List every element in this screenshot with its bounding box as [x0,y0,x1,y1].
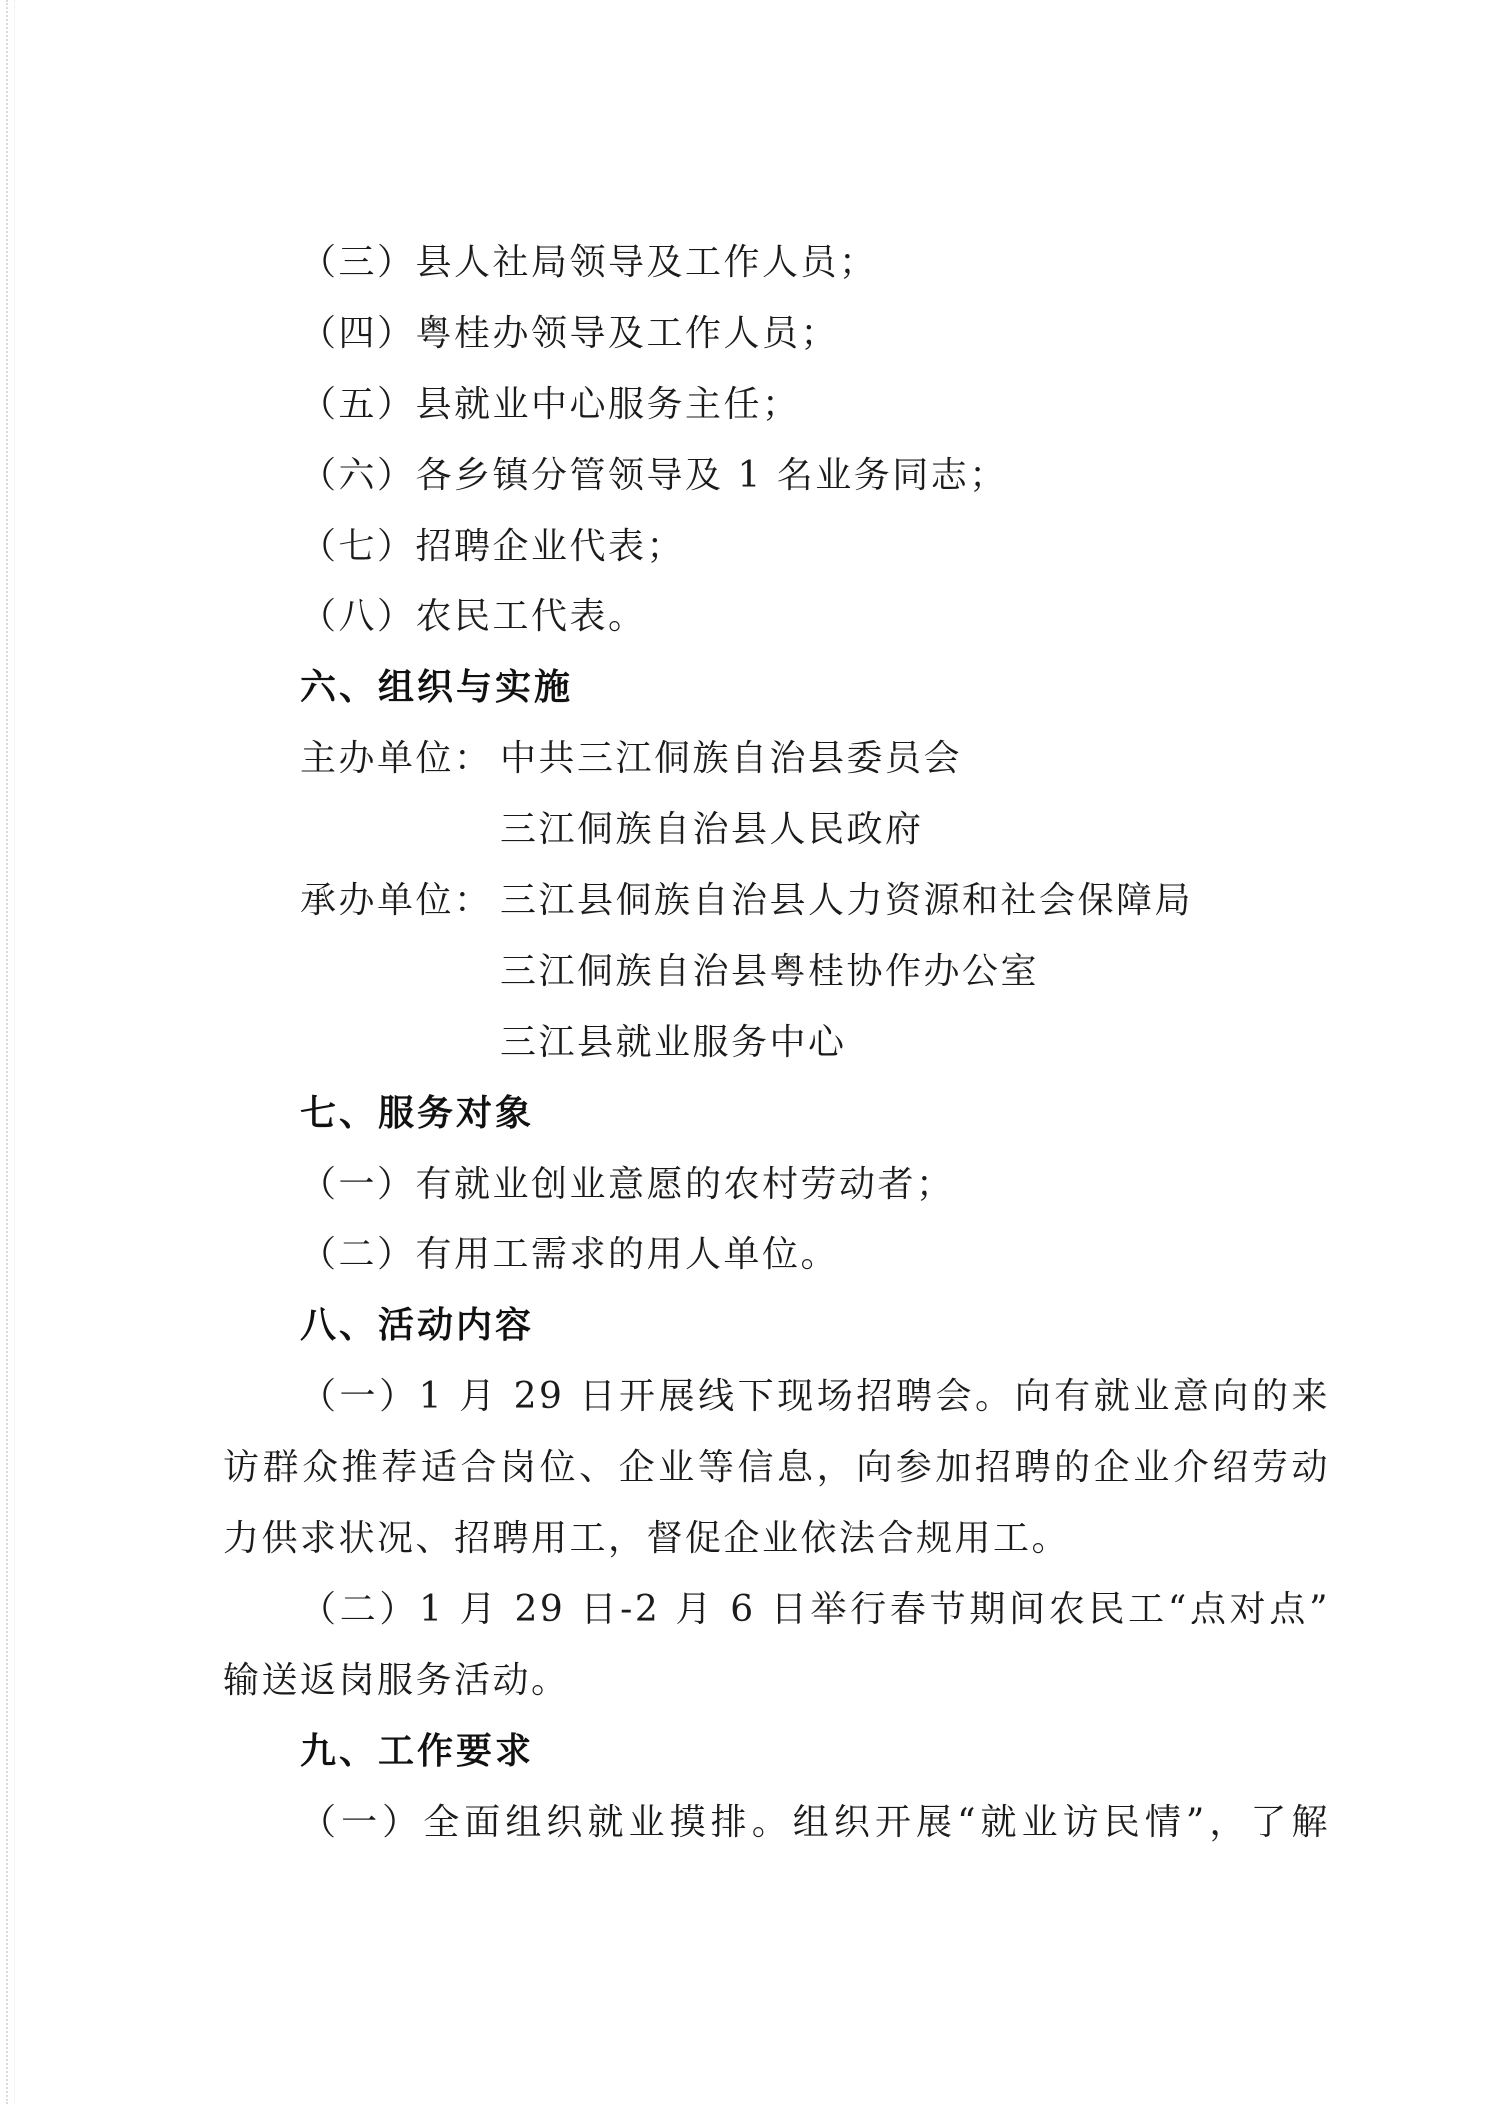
paragraph-line: 力供求状况、招聘用工，督促企业依法合规用工。 [223,1518,1071,1560]
undertaker-unit: 三江县侗族自治县人力资源和社会保障局 [500,880,1194,922]
list-item: （三）县人社局领导及工作人员； [300,242,878,283]
list-item: （八）农民工代表。 [300,596,647,638]
section-activities [223,1291,1330,1716]
scan-edge-artifact [14,0,15,2104]
undertaker-unit-row [223,866,1330,937]
host-unit: 三江侗族自治县人民政府 [500,809,924,851]
undertaker-unit: 三江县就业服务中心 [500,1021,847,1063]
section-heading: 九、工作要求 [300,1730,535,1772]
section-heading: 七、服务对象 [300,1092,535,1134]
undertaker-unit: 三江侗族自治县粤桂协作办公室 [500,950,1040,992]
list-item: （五）县就业中心服务主任； [300,383,801,425]
section-service-targets [223,1079,1330,1292]
section-heading: 六、组织与实施 [300,667,574,709]
scan-edge-artifact [6,0,8,2104]
section-work-requirements [223,1717,1330,1859]
undertaker-label: 承办单位： [300,880,493,922]
paragraph [223,1788,1330,1859]
paragraph-line: （一）1 月 29 日开展线下现场招聘会。向有就业意向的来 [300,1376,1330,1418]
section-heading: 八、活动内容 [300,1305,535,1347]
section-organization [223,653,1330,1078]
list-item: （七）招聘企业代表； [300,525,686,567]
paragraph-line: 输送返岗服务活动。 [223,1659,570,1701]
host-unit: 中共三江侗族自治县委员会 [500,738,963,780]
list-item: （六）各乡镇分管领导及 1 名业务同志； [300,454,1008,496]
host-label: 主办单位： [300,738,493,780]
host-unit-row [223,724,1330,795]
document-body [223,228,1330,1858]
list-item: （二）有用工需求的用人单位。 [300,1234,840,1276]
list-item: （四）粤桂办领导及工作人员； [300,312,840,354]
paragraph [223,1575,1330,1717]
list-item: （一）有就业创业意愿的农村劳动者； [300,1163,955,1205]
personnel-list [223,228,1330,653]
paragraph-line: （二）1 月 29 日-2 月 6 日举行春节期间农民工“点对点” [300,1588,1330,1630]
paragraph-line: 访群众推荐适合岗位、企业等信息，向参加招聘的企业介绍劳动 [223,1447,1330,1489]
paragraph-line: （一）全面组织就业摸排。组织开展“就业访民情”，了解 [300,1801,1330,1843]
paragraph [223,1362,1330,1575]
